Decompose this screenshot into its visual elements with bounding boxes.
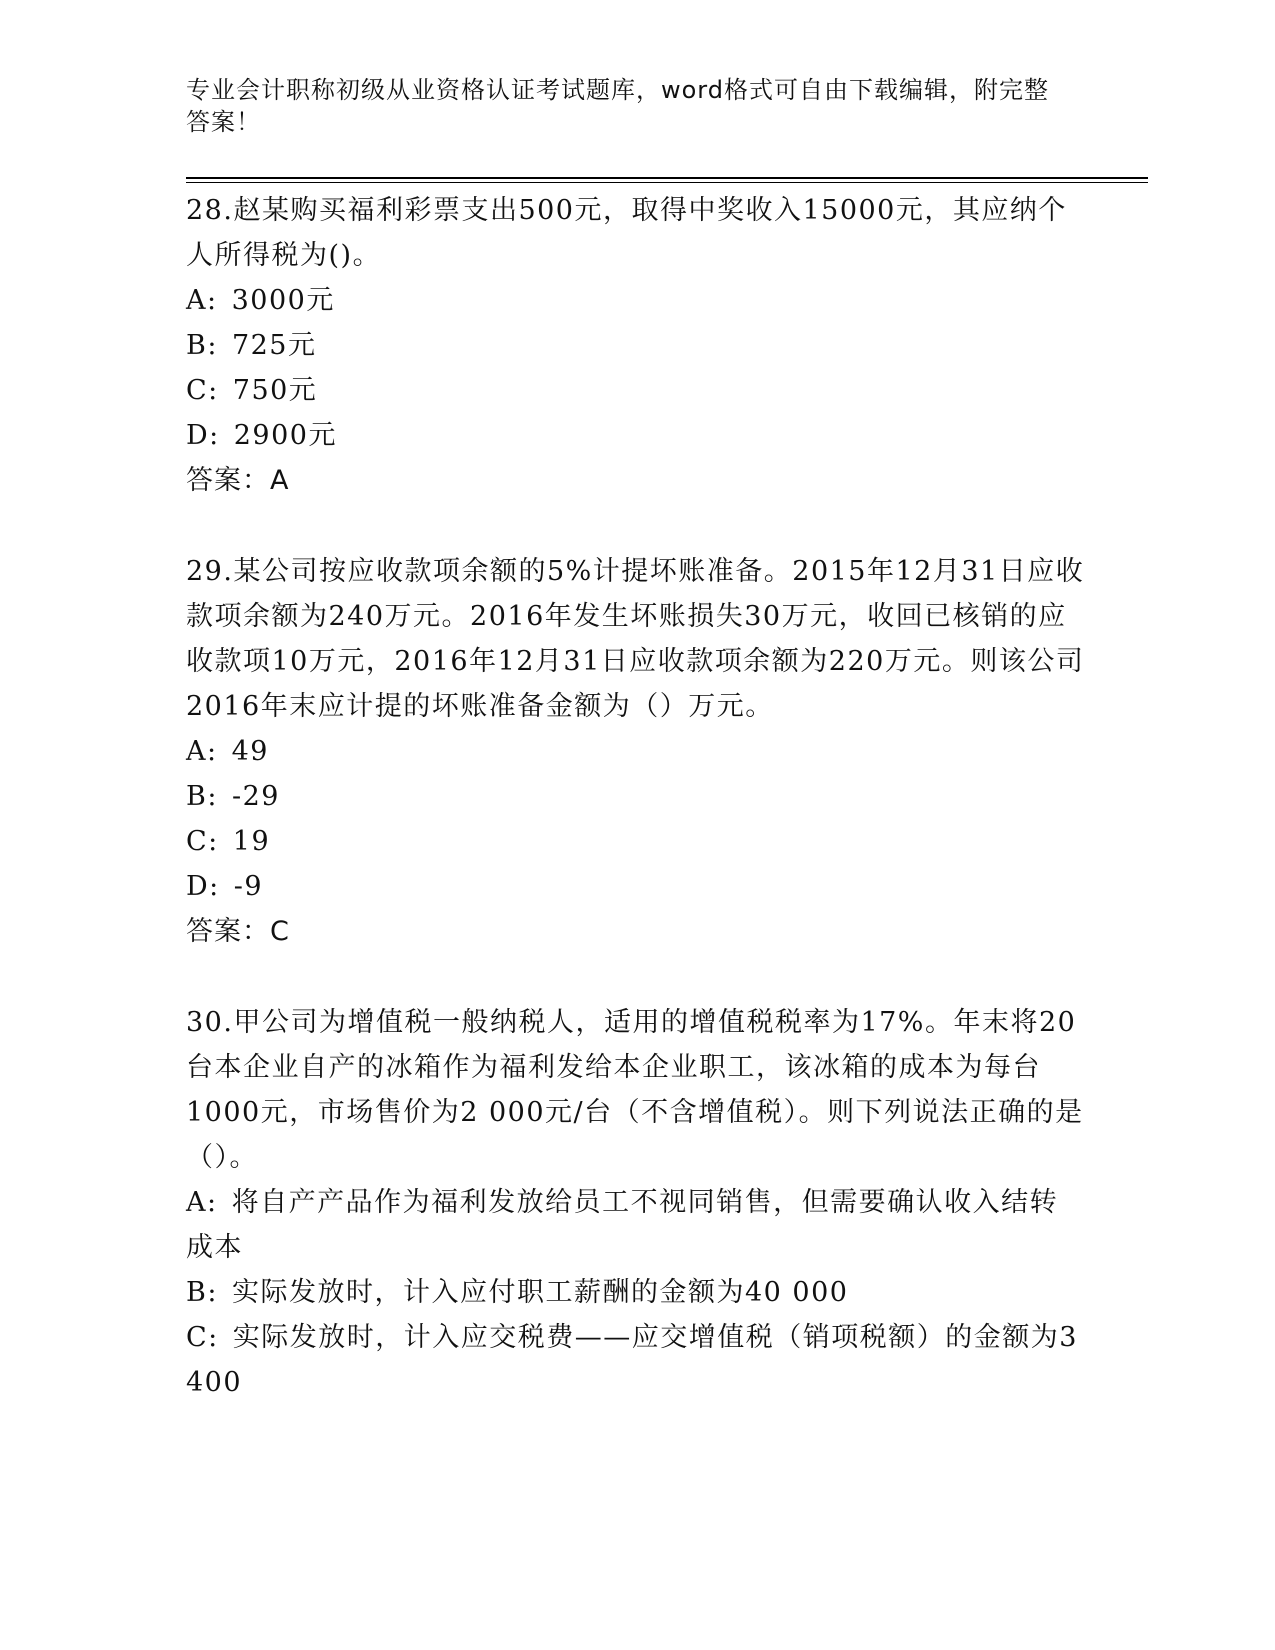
question-stem: 28.赵某购买福利彩票支出500元，取得中奖收入15000元，其应纳个人所得税为()。	[186, 195, 1067, 271]
question-30	[186, 1000, 1086, 1405]
question-list	[186, 188, 1086, 1451]
option-text: 实际发放时，计入应付职工薪酬的金额为40 000	[231, 1277, 849, 1308]
option-d	[186, 864, 1086, 909]
option-letter: A:	[186, 736, 218, 767]
option-b	[186, 323, 1086, 368]
header-divider-thin	[186, 182, 1148, 183]
option-text: -29	[231, 781, 280, 812]
option-text: -9	[233, 871, 264, 902]
option-a	[186, 1180, 1086, 1270]
option-text: 750元	[232, 375, 318, 406]
option-letter: D:	[186, 420, 220, 451]
option-letter: C:	[186, 375, 219, 406]
answer-line: 答案：C	[186, 916, 290, 947]
option-text: 3000元	[231, 285, 335, 316]
option-d	[186, 413, 1086, 458]
option-a	[186, 729, 1086, 774]
question-29	[186, 549, 1086, 954]
header-divider-thick	[186, 177, 1148, 179]
question-stem: 29.某公司按应收款项余额的5%计提坏账准备。2015年12月31日应收款项余额为240万元。2016年发生坏账损失30万元，收回已核销的应收款项10万元，2016年12月31日应收款项余额为220万元。则该公司2016年末应计提的坏账准备金额为（）万元。	[186, 556, 1085, 722]
answer-line: 答案：A	[186, 465, 290, 496]
question-28	[186, 188, 1086, 503]
option-c	[186, 819, 1086, 864]
option-letter: B:	[186, 1277, 218, 1308]
question-stem: 30.甲公司为增值税一般纳税人，适用的增值税税率为17%。年末将20台本企业自产的冰箱作为福利发给本企业职工，该冰箱的成本为每台1000元，市场售价为2 000元/台（不含增值税）。则下列说法正确的是（）。	[186, 1007, 1084, 1173]
option-text: 将自产产品作为福利发放给员工不视同销售，但需要确认收入结转成本	[186, 1187, 1059, 1263]
option-text: 49	[231, 736, 269, 767]
document-header: 专业会计职称初级从业资格认证考试题库，word格式可自由下载编辑，附完整答案！	[186, 76, 1049, 136]
option-letter: A:	[186, 1187, 218, 1218]
option-letter: C:	[186, 1322, 219, 1353]
option-b	[186, 1270, 1086, 1315]
option-letter: A:	[186, 285, 218, 316]
option-text: 2900元	[233, 420, 337, 451]
option-c	[186, 368, 1086, 413]
option-a	[186, 278, 1086, 323]
option-letter: B:	[186, 330, 218, 361]
option-letter: D:	[186, 871, 220, 902]
option-c	[186, 1315, 1086, 1405]
option-text: 725元	[231, 330, 317, 361]
option-text: 实际发放时，计入应交税费——应交增值税（销项税额）的金额为3 400	[186, 1322, 1078, 1398]
option-letter: B:	[186, 781, 218, 812]
option-text: 19	[232, 826, 271, 857]
option-b	[186, 774, 1086, 819]
option-letter: C:	[186, 826, 219, 857]
